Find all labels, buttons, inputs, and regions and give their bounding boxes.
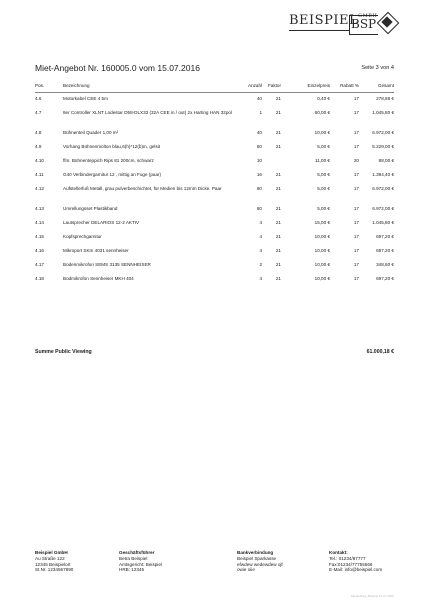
- footer-management: [119, 550, 162, 573]
- header-discount: Rabatt %: [340, 83, 359, 88]
- document-title: Miet-Angebot Nr. 160005.0 vom 15.07.2016: [35, 63, 200, 73]
- row-discount: 17: [353, 276, 359, 281]
- footer-contact-line: E-Mail: info@beispiel.com: [329, 567, 383, 573]
- footer-management-heading: Geschäftsführer: [119, 550, 155, 555]
- row-pos: 4.18: [35, 276, 44, 281]
- header-pos: Pos.: [35, 83, 45, 88]
- row-factor: 21: [275, 206, 281, 211]
- table-row: [35, 155, 394, 169]
- table-row: [35, 169, 394, 183]
- row-factor: 21: [275, 130, 281, 135]
- row-pos: 4.8: [35, 130, 42, 135]
- row-factor: 21: [275, 172, 281, 177]
- row-pos: 4.16: [35, 248, 44, 253]
- table-row: [35, 203, 394, 217]
- row-description: Bodenmikrofon SEMS 3135 SENNHEISER: [63, 262, 151, 267]
- row-description: 8er Controller XLNT Lodestar D58-DLX33 (32A CEE in / out) 2x Harting HAN 32pol: [63, 110, 232, 115]
- row-pos: 4.14: [35, 220, 44, 225]
- header-description: Bezeichnung: [63, 83, 90, 88]
- footer-contact-heading: Kontakt:: [329, 550, 348, 555]
- summary-amount: 61.000,18 €: [366, 349, 394, 355]
- logo-underline: [289, 30, 349, 31]
- print-note: Mietauftrag_Beispiel 15.07.2016: [350, 594, 394, 598]
- row-unit-price: 10,00 €: [314, 248, 330, 253]
- row-discount: 17: [353, 186, 359, 191]
- row-factor: 21: [275, 276, 281, 281]
- row-total: 88,00 €: [378, 158, 394, 163]
- row-unit-price: 10,00 €: [314, 276, 330, 281]
- table-body: [35, 93, 394, 287]
- row-quantity: 80: [256, 206, 262, 211]
- row-description: Vorhang Bühnenmolton blau,6(h)*12(b)m, gelsit: [63, 144, 161, 149]
- header-total: Gesamt: [377, 83, 394, 88]
- row-pos: 4.17: [35, 262, 44, 267]
- row-quantity: 2: [259, 262, 262, 267]
- row-description: Lautsprecher DELARIOS 12-2 AKTIV: [63, 220, 140, 225]
- row-pos: 4.12: [35, 186, 44, 191]
- row-discount: 20: [353, 158, 359, 163]
- row-description: ffm. Bühnenteppich Rips 81 200cm, schwarz: [63, 158, 154, 163]
- row-unit-price: 10,00 €: [314, 130, 330, 135]
- row-total: 1.394,40 €: [372, 172, 394, 177]
- offer-table: [35, 82, 394, 287]
- row-pos: 4.9: [35, 144, 42, 149]
- row-description: Bodmikrofon Sennheiser MKH 404: [63, 276, 134, 281]
- summary-label: Summe Public Viewing: [35, 349, 92, 355]
- header-quantity: Anzahl: [248, 83, 263, 88]
- row-factor: 21: [275, 248, 281, 253]
- row-total: 278,88 €: [376, 96, 394, 101]
- table-row: [35, 259, 394, 273]
- row-discount: 17: [353, 172, 359, 177]
- company-logo: [289, 11, 407, 41]
- page-number: Seite 3 von 4: [361, 65, 394, 71]
- row-total: 6.972,00 €: [372, 130, 394, 135]
- row-total: 1.045,80 €: [372, 220, 394, 225]
- row-quantity: 60: [256, 144, 262, 149]
- table-row: [35, 141, 394, 155]
- row-quantity: 4: [259, 276, 262, 281]
- logo-wordmark: $BEISPIEL^{GMBH}$: [289, 12, 378, 28]
- row-factor: 21: [275, 234, 281, 239]
- row-total: 1.045,80 €: [372, 110, 394, 115]
- row-description: Bühnenteil Quader 1,00 m²: [63, 130, 119, 135]
- footer-bank-line: owie oiie: [237, 567, 255, 573]
- footer-company: [35, 550, 73, 573]
- row-factor: 21: [275, 220, 281, 225]
- footer-management-line: HRB: 12345: [119, 567, 145, 573]
- row-factor: 21: [275, 110, 281, 115]
- row-quantity: 80: [256, 186, 262, 191]
- row-unit-price: 5,00 €: [317, 206, 330, 211]
- row-discount: 17: [353, 262, 359, 267]
- footer-management-line: Betra Beispiel: [119, 555, 148, 561]
- row-quantity: 4: [259, 234, 262, 239]
- header-unit-price: Einzelpreis: [307, 83, 330, 88]
- row-pos: 4.7: [35, 110, 42, 115]
- row-description: G40 Verbindergarnitur 12 , mittig an Fuge (paar): [63, 172, 162, 177]
- row-discount: 17: [353, 248, 359, 253]
- footer-company-line: 12345 Beispielort: [35, 561, 71, 567]
- row-unit-price: 0,40 €: [317, 96, 330, 101]
- row-factor: 21: [275, 144, 281, 149]
- header-factor: Faktor: [267, 83, 281, 88]
- row-unit-price: 5,00 €: [317, 144, 330, 149]
- row-description: Kopfsprechgarnitur: [63, 234, 102, 239]
- row-quantity: 16: [256, 172, 262, 177]
- row-pos: 4.6: [35, 96, 42, 101]
- row-total: 348,60 €: [376, 262, 394, 267]
- row-quantity: 40: [256, 130, 262, 135]
- row-quantity: 4: [259, 220, 262, 225]
- row-discount: 17: [353, 234, 359, 239]
- row-factor: 21: [275, 186, 281, 191]
- row-total: 697,20 €: [376, 234, 394, 239]
- footer-management-line: Amtsgericht: Beispiel: [119, 561, 162, 567]
- footer-bank-heading: Bankverbindung: [237, 550, 274, 555]
- summary-row: [35, 349, 394, 355]
- row-pos: 4.13: [35, 206, 44, 211]
- table-row: [35, 183, 394, 203]
- footer-company-line: St.Nr. 1234567890: [35, 567, 74, 573]
- row-pos: 4.15: [35, 234, 44, 239]
- row-description: Aufstellerfuß Metall, grau pulverbeschichtet, für Medien bis 12mm Dicke. Paar: [63, 186, 222, 191]
- table-row: [35, 93, 394, 107]
- table-row: [35, 127, 394, 141]
- row-discount: 17: [353, 110, 359, 115]
- row-unit-price: 5,00 €: [317, 172, 330, 177]
- row-factor: 21: [275, 96, 281, 101]
- row-unit-price: 11,00 €: [315, 158, 330, 163]
- table-row: [35, 245, 394, 259]
- row-discount: 17: [353, 96, 359, 101]
- row-total: 6.972,00 €: [372, 186, 394, 191]
- footer-company-heading: Beispiel GmbH: [35, 550, 68, 555]
- row-unit-price: 10,00 €: [314, 262, 330, 267]
- row-description: Motorkabel CEE 4 5m: [63, 96, 108, 101]
- row-pos: 4.11: [35, 172, 44, 177]
- row-discount: 17: [353, 220, 359, 225]
- row-total: 6.972,00 €: [372, 206, 394, 211]
- row-quantity: 4: [259, 248, 262, 253]
- table-row: [35, 107, 394, 127]
- row-total: 5.229,00 €: [372, 144, 394, 149]
- table-row: [35, 273, 394, 287]
- table-row: [35, 231, 394, 245]
- footer-bank: [237, 550, 283, 573]
- footer-contact-line: Tel.: 01234/87777: [329, 555, 366, 561]
- row-unit-price: 5,00 €: [317, 186, 330, 191]
- row-quantity: 1: [259, 110, 262, 115]
- row-factor: 21: [275, 262, 281, 267]
- logo-mark-text: BSP: [351, 17, 377, 31]
- table-header: [35, 82, 394, 93]
- row-quantity: 10: [256, 158, 262, 163]
- row-quantity: 40: [256, 96, 262, 101]
- row-discount: 17: [353, 130, 359, 135]
- row-unit-price: 60,00 €: [314, 110, 330, 115]
- footer-bank-line: efwdew wedewdew ojf: [237, 561, 283, 567]
- footer-contact-line: Fax:01234/77755566: [329, 561, 373, 567]
- row-pos: 4.10: [35, 158, 44, 163]
- row-unit-price: 15,00 €: [314, 220, 330, 225]
- row-description: Umrellungsset Plastikband: [63, 206, 118, 211]
- footer-company-line: Au Straße 122: [35, 555, 65, 561]
- footer-contact: [329, 550, 382, 573]
- row-total: 697,20 €: [376, 276, 394, 281]
- row-description: Mikroport SKm 4031 sennheiser: [63, 248, 129, 253]
- footer-bank-line: Beispiel Sparkasse: [237, 555, 277, 561]
- row-discount: 17: [353, 144, 359, 149]
- row-total: 697,20 €: [376, 248, 394, 253]
- row-discount: 17: [353, 206, 359, 211]
- row-unit-price: 10,00 €: [314, 234, 330, 239]
- table-row: [35, 217, 394, 231]
